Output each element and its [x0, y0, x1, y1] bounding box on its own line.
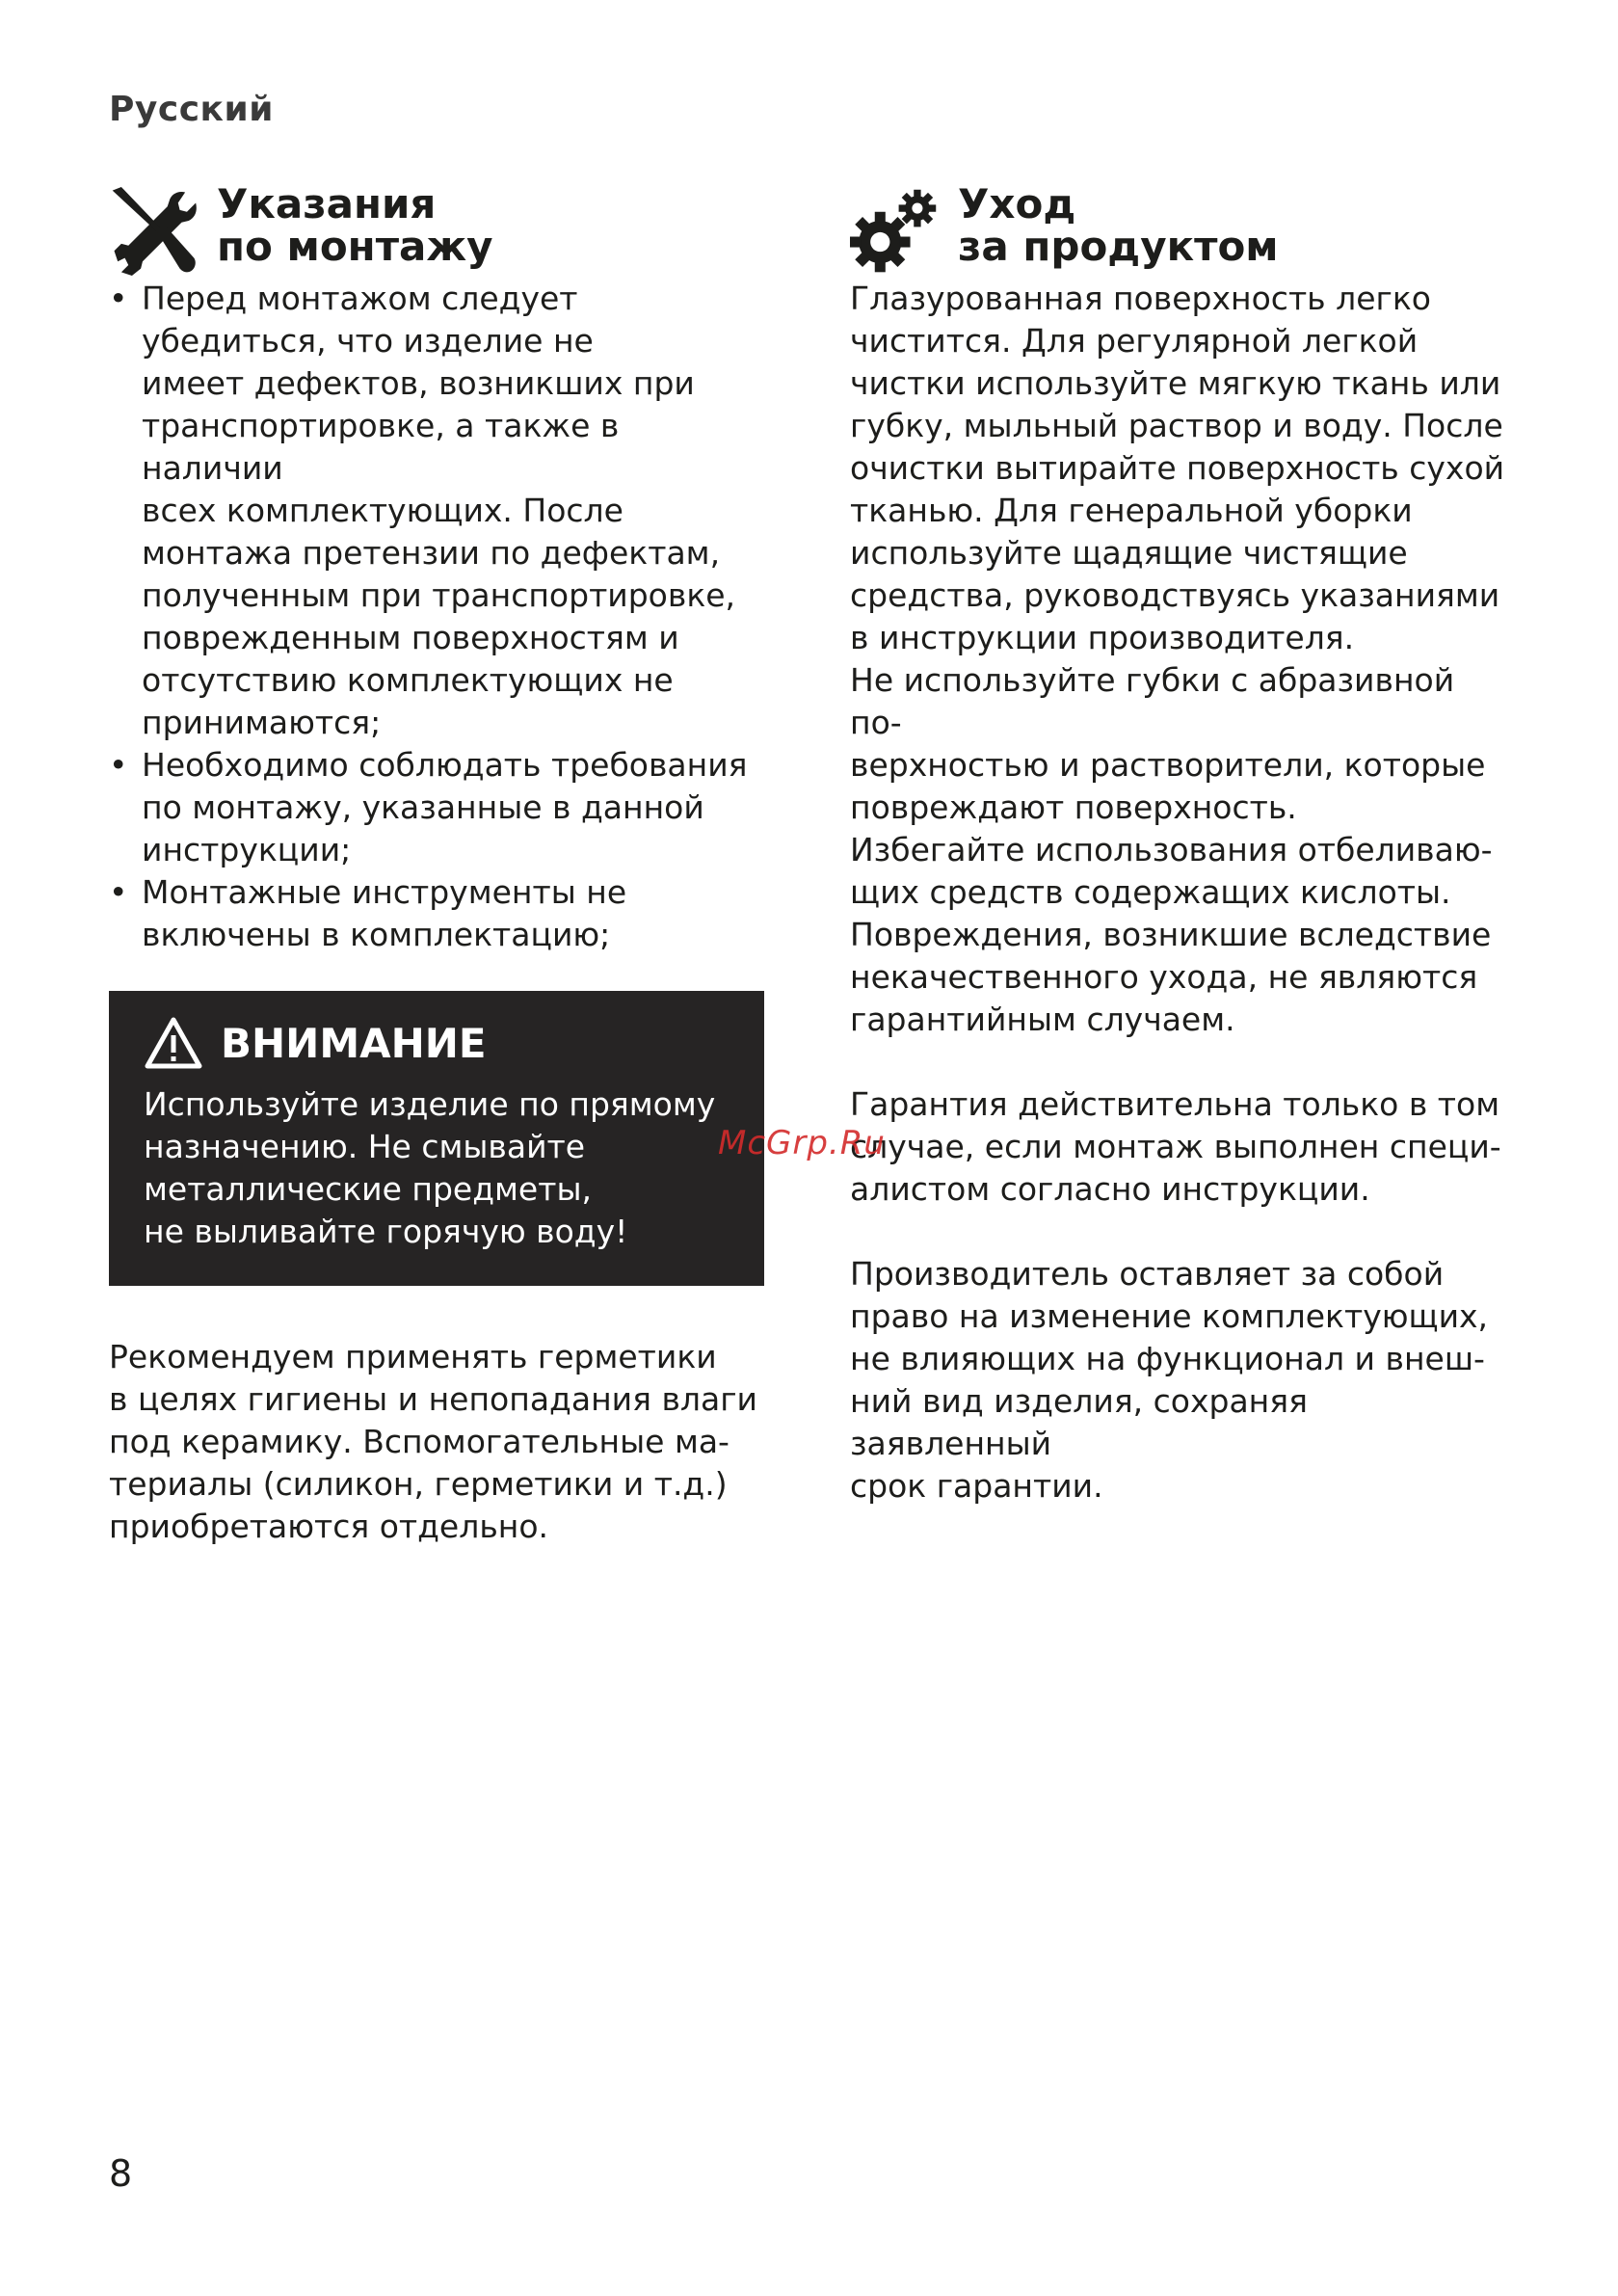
bullet-symbol: •: [109, 280, 128, 317]
installation-header: [109, 180, 764, 278]
installation-column: [109, 180, 764, 1548]
language-label: Русский: [109, 90, 274, 129]
bullet-item: [109, 744, 764, 871]
installation-title-line2: по монтажу: [217, 223, 493, 270]
page-number: 8: [109, 2152, 133, 2195]
care-paragraph: Глазурованная поверхность легко чистится. Для регулярной легкой чистки используйте мягкую ткань или губку, мыльный раствор и воду. После очистки вытирайте поверхность сухой тканью. Для генеральной уборки используйте щадящие чистящие средства, руководствуясь указаниями в инструкции производителя. Не используйте губки с абразивной по- верхностью и растворители, которые повреждают поверхность. Избегайте использования отбеливаю- щих средств содержащих кислоты. Повреждения, возникшие вследствие некачественного ухода, не являются гарантийным случаем.: [850, 280, 1505, 1038]
bullet-symbol: •: [109, 746, 128, 784]
installation-title: [217, 180, 493, 270]
care-title-line1: Уход: [958, 180, 1076, 227]
warning-header: [144, 1014, 731, 1072]
warranty-paragraph: Гарантия действительна только в том случае, если монтаж выполнен специ- алистом согласно инструкции.: [850, 1085, 1501, 1208]
warning-text: Используйте изделие по прямому назначению. Не смывайте металлические предметы, не выливайте горячую воду!: [144, 1085, 716, 1250]
care-title-line2: за продуктом: [958, 223, 1279, 270]
bullet-item: [109, 871, 764, 956]
manufacturer-paragraph: Производитель оставляет за собой право на изменение комплектующих, не влияющих на функционал и внеш- ний вид изделия, сохраняя заявленный срок гарантии.: [850, 1255, 1489, 1505]
gears-icon: [850, 187, 939, 276]
bullet-text: Монтажные инструменты не включены в комплектацию;: [142, 873, 627, 953]
warning-box: [109, 991, 764, 1286]
bullet-item: [109, 278, 764, 744]
installation-bullet-list: [109, 278, 764, 956]
warning-triangle-icon: [144, 1016, 203, 1070]
bullet-text: Необходимо соблюдать требования по монтажу, указанные в данной инструкции;: [142, 746, 748, 868]
warning-title: ВНИМАНИЕ: [221, 1019, 487, 1067]
care-column: [850, 180, 1515, 1508]
bullet-text: Перед монтажом следует убедиться, что изделие не имеет дефектов, возникших при транспортировке, а также в наличии всех комплектующих. После монтажа претензии по дефектам, полученным при транспортировке, поврежденным поверхностям и отсутствию комплектующих не принимаются;: [142, 280, 736, 741]
sealant-paragraph: Рекомендуем применять герметики в целях гигиены и непопадания влаги под керамику. Вспомогательные ма- териалы (силикон, герметики и т.д.) приобретаются отдельно.: [109, 1338, 757, 1545]
installation-title-line1: Указания: [217, 180, 437, 227]
care-title: [958, 180, 1279, 270]
wrench-screwdriver-icon: [109, 187, 198, 276]
watermark: McGrp.Ru: [718, 1124, 886, 1162]
bullet-symbol: •: [109, 873, 128, 911]
care-header: [850, 180, 1515, 278]
